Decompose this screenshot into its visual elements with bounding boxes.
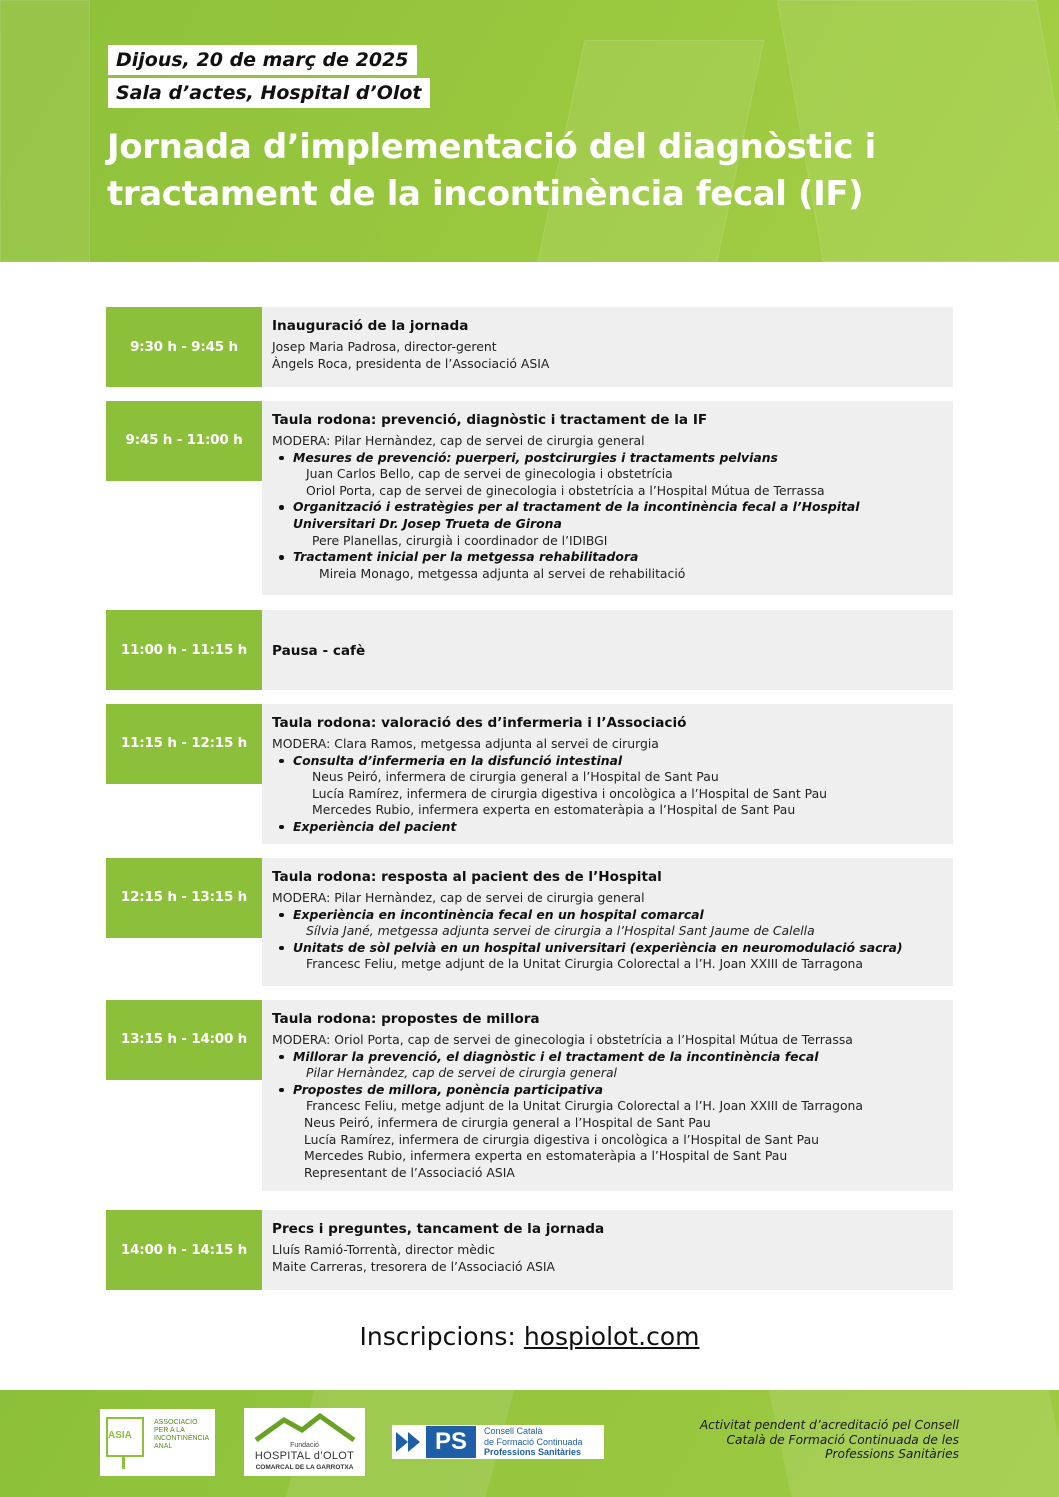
topic-bullet: Tractament inicial per la metgessa rehabilitadora bbox=[272, 549, 943, 566]
speaker-line: Lucía Ramírez, infermera de cirurgia digestiva i oncològica a l’Hospital de Sant Pau bbox=[304, 1131, 820, 1147]
speaker-line: Mireia Monago, metgessa adjunta al servei de rehabilitació bbox=[319, 565, 686, 581]
asia-logo-caption bbox=[154, 1419, 209, 1451]
agenda-row bbox=[106, 858, 953, 986]
title-line-1: Jornada d’implementació del diagnòstic i bbox=[107, 127, 876, 167]
asia-logo bbox=[100, 1409, 215, 1476]
footer-banner bbox=[0, 1390, 1059, 1497]
olot-caption-2: HOSPITAL d’OLOT bbox=[254, 1450, 355, 1462]
session-content bbox=[262, 1210, 953, 1290]
time-slot: 9:30 h - 9:45 h bbox=[106, 307, 262, 387]
session-title: Taula rodona: propostes de millora bbox=[272, 1011, 540, 1027]
topic-bullet: Propostes de millora, ponència participativa bbox=[272, 1082, 943, 1099]
session-content bbox=[262, 1000, 953, 1191]
accreditation-line: Activitat pendent d’acreditació pel Consell bbox=[699, 1418, 959, 1432]
speaker-line: Francesc Feliu, metge adjunt de la Unitat Cirurgia Colorectal a l’H. Joan XXIII de Tarragona bbox=[306, 1098, 863, 1114]
session-content bbox=[262, 401, 953, 595]
event-venue: Sala d’actes, Hospital d’Olot bbox=[108, 78, 430, 108]
header-banner bbox=[0, 0, 1059, 262]
time-slot: 9:45 h - 11:00 h bbox=[106, 401, 262, 481]
registration-line bbox=[0, 1322, 1059, 1351]
time-slot: 13:15 h - 14:00 h bbox=[106, 1000, 262, 1080]
registration-link[interactable]: hospiolot.com bbox=[523, 1322, 700, 1351]
accreditation-line: Professions Sanitàries bbox=[825, 1447, 959, 1461]
time-slot: 11:00 h - 11:15 h bbox=[106, 610, 262, 690]
asia-caption-line: PER A LA bbox=[154, 1427, 185, 1434]
time-slot: 14:00 h - 14:15 h bbox=[106, 1210, 262, 1290]
speaker-line: Francesc Feliu, metge adjunt de la Unitat Cirurgia Colorectal a l’H. Joan XXIII de Tarragona bbox=[306, 956, 863, 972]
speaker-line: Lucía Ramírez, infermera de cirurgia digestiva i oncològica a l’Hospital de Sant Pau bbox=[312, 785, 828, 801]
topic-bullet: Mesures de prevenció: puerperi, postcirurgies i tractaments pelvians bbox=[272, 450, 943, 467]
speaker-line: Neus Peiró, infermera de cirurgia general a l’Hospital de Sant Pau bbox=[304, 1114, 711, 1130]
ccfcps-caption-line: de Formació Continuada bbox=[484, 1436, 583, 1447]
ccfcps-logo bbox=[392, 1425, 604, 1459]
speaker-line: Pere Planellas, cirurgià i coordinador de l’IDIBGI bbox=[312, 532, 608, 548]
agenda-row bbox=[106, 610, 953, 690]
session-title: Precs i preguntes, tancament de la jornada bbox=[272, 1221, 605, 1237]
moderator-line: MODERA: Clara Ramos, metgessa adjunta al servei de cirurgia bbox=[272, 736, 659, 751]
speaker-line: Neus Peiró, infermera de cirurgia general a l’Hospital de Sant Pau bbox=[312, 769, 719, 785]
asia-logo-text: ASIA bbox=[108, 1430, 132, 1441]
topic-bullet-line: Organització i estratègies per al tractament de la incontinència fecal a l’Hospital bbox=[293, 499, 860, 515]
olot-caption-3: COMARCAL DE LA GARROTXA bbox=[255, 1464, 354, 1471]
ccfcps-arrow-icon bbox=[394, 1428, 426, 1456]
speaker-line: Sílvia Jané, metgessa adjunta servei de cirurgia a l’Hospital Sant Jaume de Calella bbox=[306, 923, 815, 939]
speaker-line: Pilar Hernàndez, cap de servei de cirurgia general bbox=[306, 1065, 617, 1081]
ccfcps-caption-line: Consell Català bbox=[484, 1426, 543, 1436]
olot-caption-1: Fundació bbox=[290, 1442, 319, 1449]
topic-bullet bbox=[272, 499, 943, 532]
accreditation-line: Català de Formació Continuada de les bbox=[726, 1432, 959, 1447]
session-title: Pausa - cafè bbox=[272, 643, 366, 659]
page-title bbox=[107, 124, 967, 218]
speaker-line: Àngels Roca, presidenta de l’Associació ASIA bbox=[272, 355, 550, 371]
asia-logo-mark-tail bbox=[122, 1457, 125, 1469]
session-content bbox=[262, 610, 953, 690]
speaker-line: Lluís Ramió-Torrentà, director mèdic bbox=[272, 1242, 496, 1257]
speaker-line: Mercedes Rubio, infermera experta en estomateràpia a l’Hospital de Sant Pau bbox=[304, 1148, 788, 1164]
session-title: Taula rodona: valoració des d’infermeria i l’Associació bbox=[272, 715, 687, 731]
time-slot: 12:15 h - 13:15 h bbox=[106, 858, 262, 938]
agenda-row bbox=[106, 704, 953, 844]
session-content bbox=[262, 307, 953, 387]
speaker-line: Juan Carlos Bello, cap de servei de ginecologia i obstetrícia bbox=[306, 466, 673, 482]
topic-bullet: Consulta d’infermeria en la disfunció intestinal bbox=[272, 753, 943, 770]
speaker-line: Oriol Porta, cap de servei de ginecologia i obstetrícia a l’Hospital Mútua de Terrassa bbox=[306, 482, 825, 498]
speaker-line: Representant de l’Associació ASIA bbox=[304, 1164, 515, 1180]
event-date-venue bbox=[108, 45, 430, 108]
speaker-line: Mercedes Rubio, infermera experta en estomateràpia a l’Hospital de Sant Pau bbox=[312, 802, 796, 818]
event-date: Dijous, 20 de març de 2025 bbox=[108, 45, 417, 75]
mountain-icon bbox=[244, 1412, 365, 1442]
session-content bbox=[262, 858, 953, 986]
title-line-2: tractament de la incontinència fecal (IF) bbox=[107, 174, 864, 214]
session-title: Taula rodona: resposta al pacient des de l’Hospital bbox=[272, 869, 662, 885]
moderator-line: MODERA: Pilar Hernàndez, cap de servei de cirurgia general bbox=[272, 890, 645, 905]
topic-bullet: Millorar la prevenció, el diagnòstic i el tractament de la incontinència fecal bbox=[272, 1049, 943, 1066]
ccfcps-caption bbox=[484, 1426, 583, 1458]
speaker-line: Maite Carreras, tresorera de l’Associació ASIA bbox=[272, 1258, 556, 1274]
topic-bullet: Unitats de sòl pelvià en un hospital universitari (experiència en neuromodulació sacra) bbox=[272, 940, 943, 957]
session-title: Taula rodona: prevenció, diagnòstic i tractament de la IF bbox=[272, 412, 708, 428]
asia-caption-line: ASSOCIACIÓ bbox=[154, 1419, 198, 1426]
moderator-line: MODERA: Oriol Porta, cap de servei de ginecologia i obstetrícia a l’Hospital Mútua de Terrassa bbox=[272, 1032, 853, 1047]
background-building-shape bbox=[0, 0, 90, 262]
accreditation-note bbox=[659, 1418, 959, 1462]
agenda-row bbox=[106, 1210, 953, 1290]
ccfcps-logo-mark: PS bbox=[426, 1426, 476, 1458]
agenda-row bbox=[106, 1000, 953, 1191]
topic-bullet: Experiència en incontinència fecal en un hospital comarcal bbox=[272, 907, 943, 924]
agenda-row bbox=[106, 307, 953, 387]
asia-caption-line: INCONTINÈNCIA bbox=[154, 1435, 210, 1442]
topic-bullet: Experiència del pacient bbox=[272, 819, 943, 836]
session-title: Inauguració de la jornada bbox=[272, 318, 469, 334]
moderator-line: MODERA: Pilar Hernàndez, cap de servei de cirurgia general bbox=[272, 433, 645, 448]
topic-bullet-line: Universitari Dr. Josep Trueta de Girona bbox=[293, 515, 562, 531]
speaker-line: Josep Maria Padrosa, director-gerent bbox=[272, 339, 497, 354]
ccfcps-caption-line: Professions Sanitàries bbox=[484, 1447, 582, 1457]
time-slot: 11:15 h - 12:15 h bbox=[106, 704, 262, 784]
asia-caption-line: ANAL bbox=[154, 1443, 173, 1450]
hospital-olot-logo bbox=[244, 1408, 365, 1476]
registration-label: Inscripcions: bbox=[359, 1322, 516, 1351]
agenda-row bbox=[106, 401, 953, 595]
session-content bbox=[262, 704, 953, 844]
